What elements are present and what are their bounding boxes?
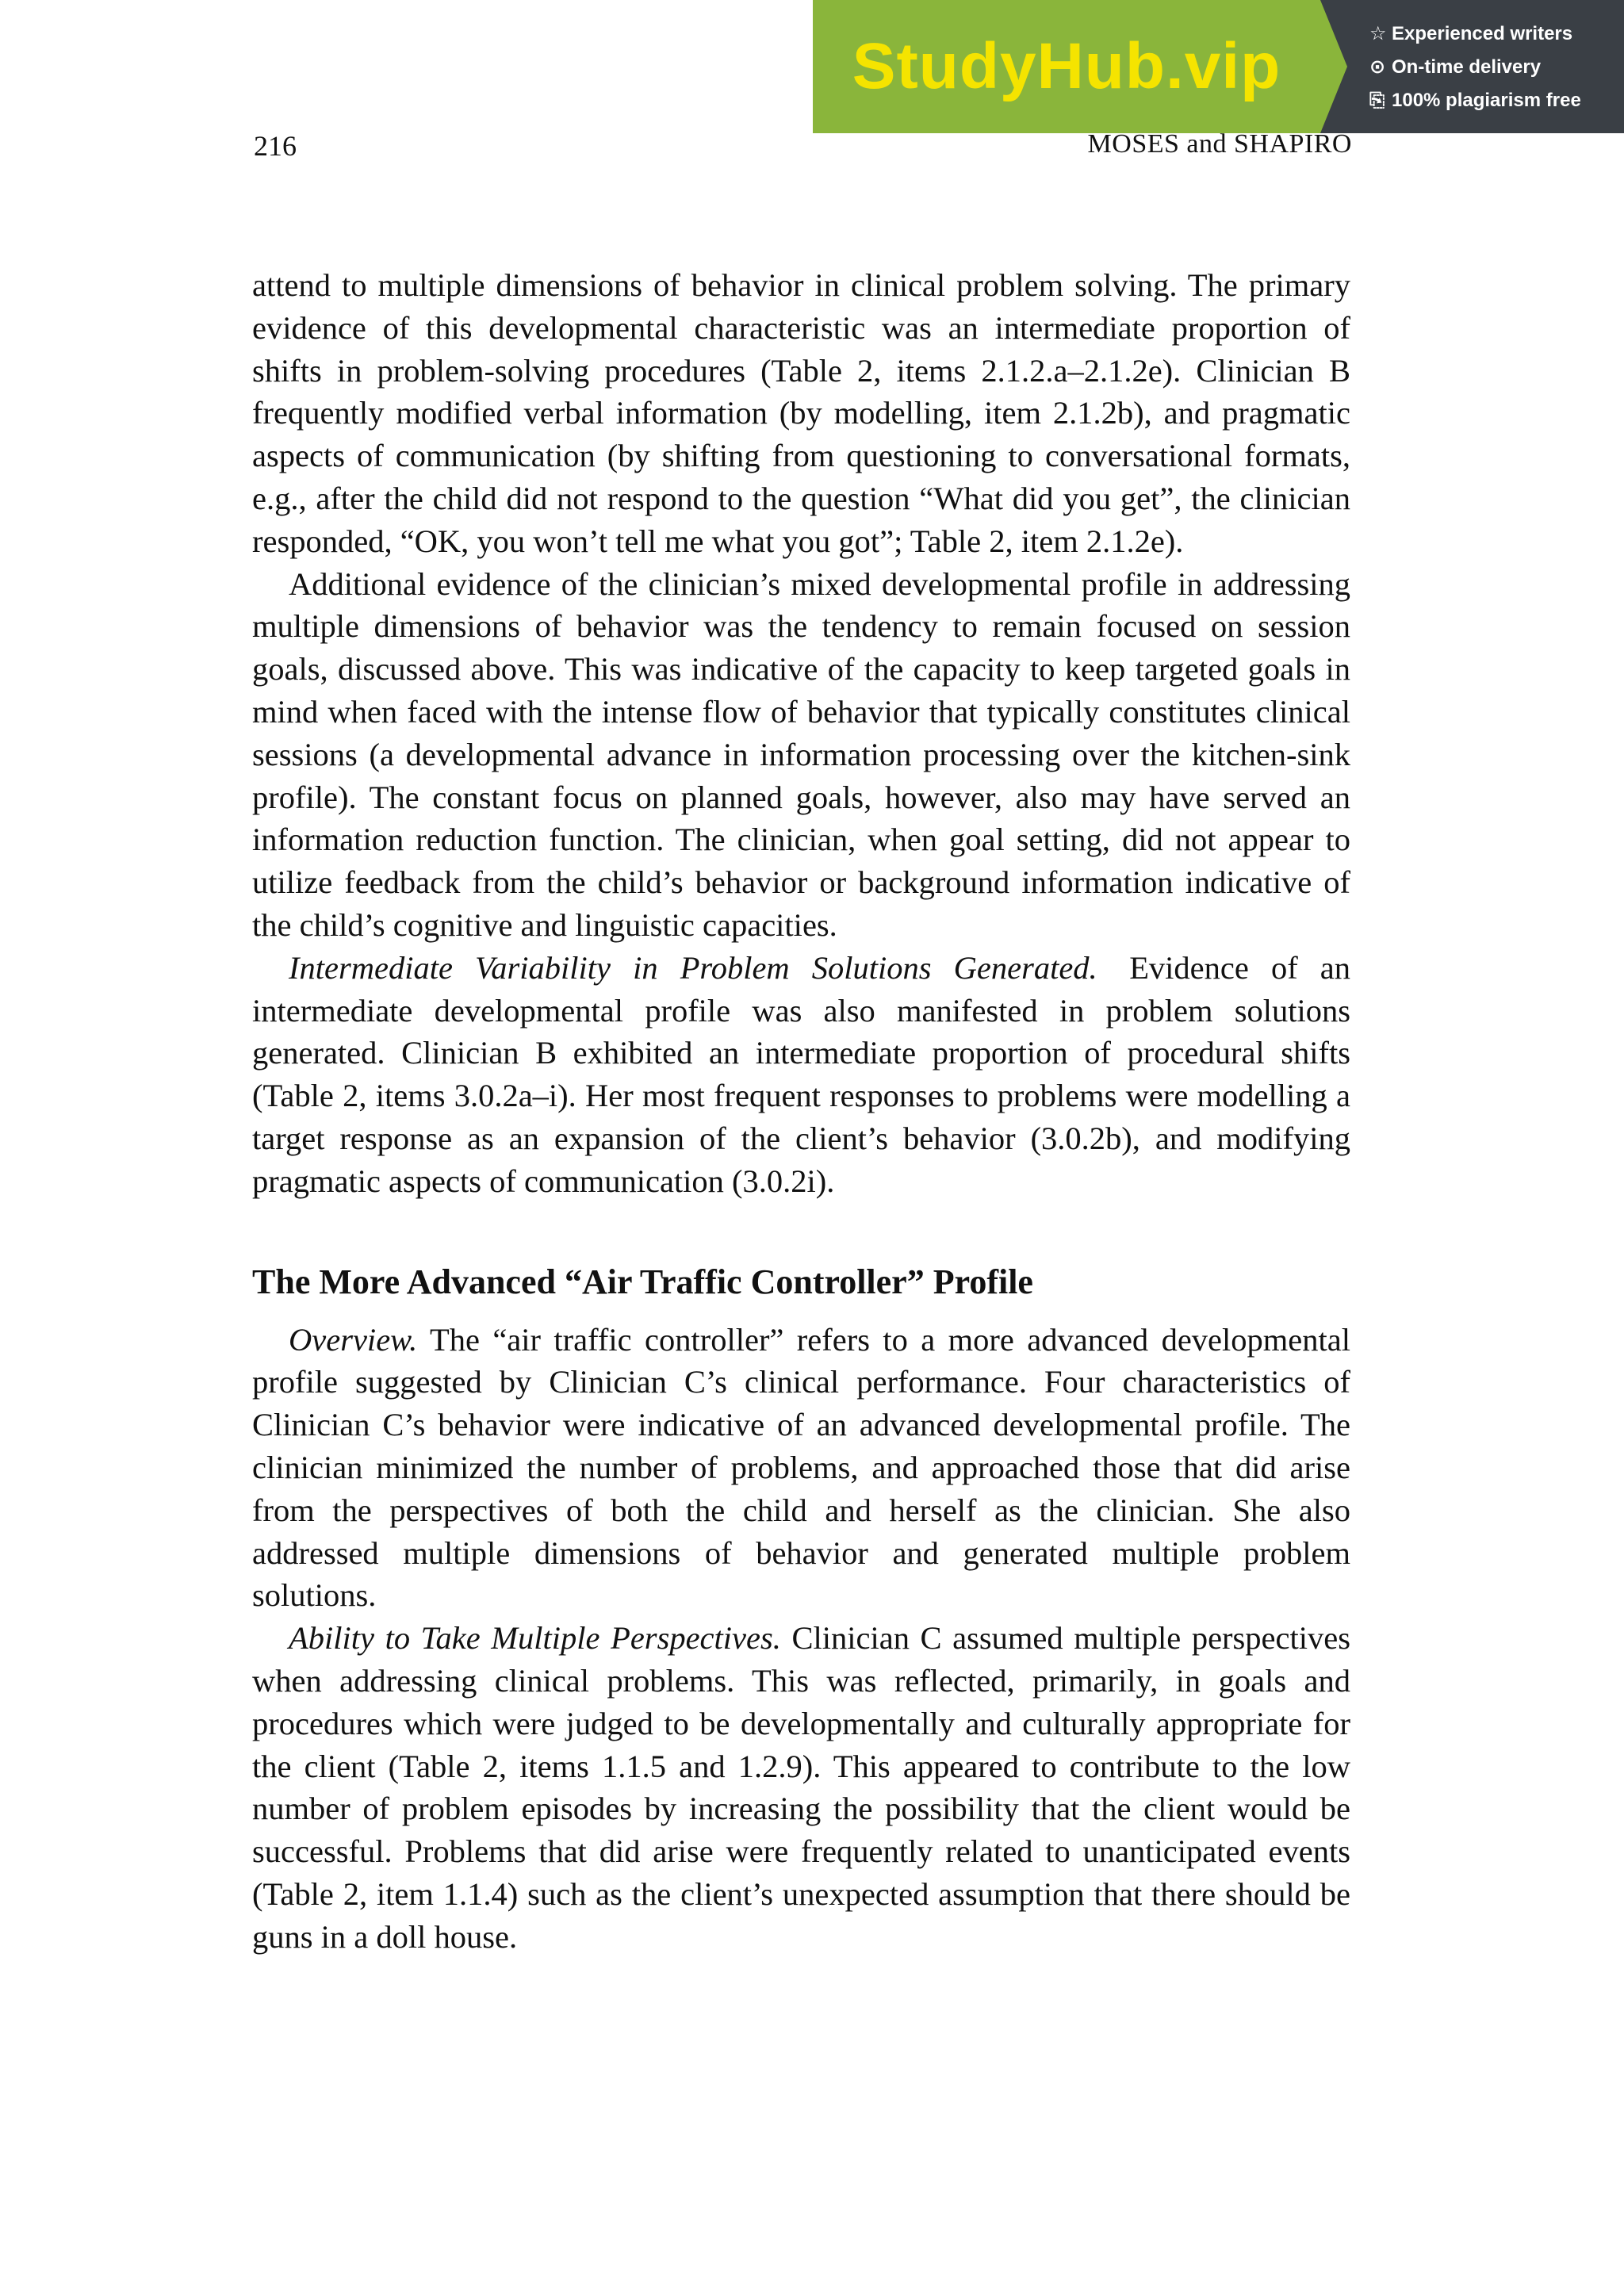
- run-in-heading: Intermediate Variability in Problem Solutions Generated.: [289, 949, 1097, 986]
- brand-name: StudyHub.vip: [852, 30, 1281, 102]
- brand-logo[interactable]: [813, 0, 1320, 133]
- page-body: [252, 264, 1350, 1958]
- star-icon: ☆: [1369, 23, 1387, 44]
- paragraph: Additional evidence of the clinician’s mixed developmental profile in addressing multiple dimensions of behavior was the tendency to remain focused on session goals, discussed above. This was indicative of the capacity to keep targeted goals in mind when faced with the intense flow of behavior that typically constitutes clinical sessions (a developmental advance in information processing over the kitchen-sink profile). The constant focus on planned goals, however, also may have served an information reduction function. The clinician, when goal setting, did not appear to utilize feedback from the child’s behavior or background information indicative of the child’s cognitive and linguistic capacities.: [252, 565, 1350, 943]
- section-heading: The More Advanced “Air Traffic Controller” Profile: [252, 1262, 1033, 1301]
- run-in-heading: Overview.: [289, 1321, 418, 1358]
- paragraph-text: Clinician C assumed multiple perspectives when addressing clinical problems. This was reflected, primarily, in goals and procedures which were judged to be developmentally and culturally appropriate for the client (Table 2, items 1.1.5 and 1.2.9). This appeared to contribute to the low number of problem episodes by increasing the possibility that the client would be successful. Problems that did arise were frequently related to unanticipated events (Table 2, item 1.1.4) such as the client’s unexpected assumption that there should be guns in a doll house.: [252, 1620, 1350, 1955]
- feature-text: 100% plagiarism free: [1392, 90, 1581, 111]
- paragraph-text: The “air traffic controller” refers to a more advanced developmental profile suggested by Clinician C’s clinical performance. Four characteristics of Clinician C’s behavior were indicative of an advanced developmental profile. The clinician minimized the number of problems, and approached those that did arise from the perspectives of both the child and herself as the clinician. She also addressed multiple dimensions of behavior and generated multiple problem solutions.: [252, 1321, 1350, 1614]
- feature-item: [1369, 84, 1624, 117]
- running-head-authors: MOSES and SHAPIRO: [1087, 129, 1352, 159]
- run-in-heading: Ability to Take Multiple Perspectives.: [289, 1620, 781, 1657]
- paragraph: [252, 1319, 1350, 1618]
- document-icon: ⎘: [1369, 90, 1385, 111]
- page-number: 216: [254, 130, 297, 162]
- paragraph: attend to multiple dimensions of behavior in clinical problem solving. The primary evidence of this developmental characteristic was an intermediate proportion of shifts in problem-solving procedures (Table 2, items 2.1.2.a–2.1.2e). Clinician B frequently modified verbal information (by modelling, item 2.1.2b), and pragmatic aspects of communication (by shifting from questioning to conversational formats, e.g., after the child did not respond to the question “What did you get”, the clinician responded, “OK, you won’t tell me what you got”; Table 2, item 2.1.2e).: [252, 267, 1350, 559]
- feature-list: [1320, 0, 1624, 133]
- paragraph-text: Evidence of an intermediate developmental profile was also manifested in problem solutions generated. Clinician B exhibited an intermediate proportion of procedural shifts (Table 2, items 3.0.2a–i). Her most frequent responses to problems were modelling a target response as an expansion of the client’s behavior (3.0.2b), and modifying pragmatic aspects of communication (3.0.2i).: [252, 949, 1350, 1199]
- feature-item: [1369, 51, 1624, 84]
- feature-item: [1369, 17, 1624, 51]
- promo-banner[interactable]: [813, 0, 1624, 133]
- feature-text: On-time delivery: [1392, 56, 1542, 78]
- feature-text: Experienced writers: [1392, 23, 1573, 44]
- clock-icon: ⊙: [1369, 56, 1386, 78]
- running-head: [254, 129, 1352, 169]
- paragraph: [252, 1617, 1350, 1958]
- paragraph: [252, 947, 1350, 1203]
